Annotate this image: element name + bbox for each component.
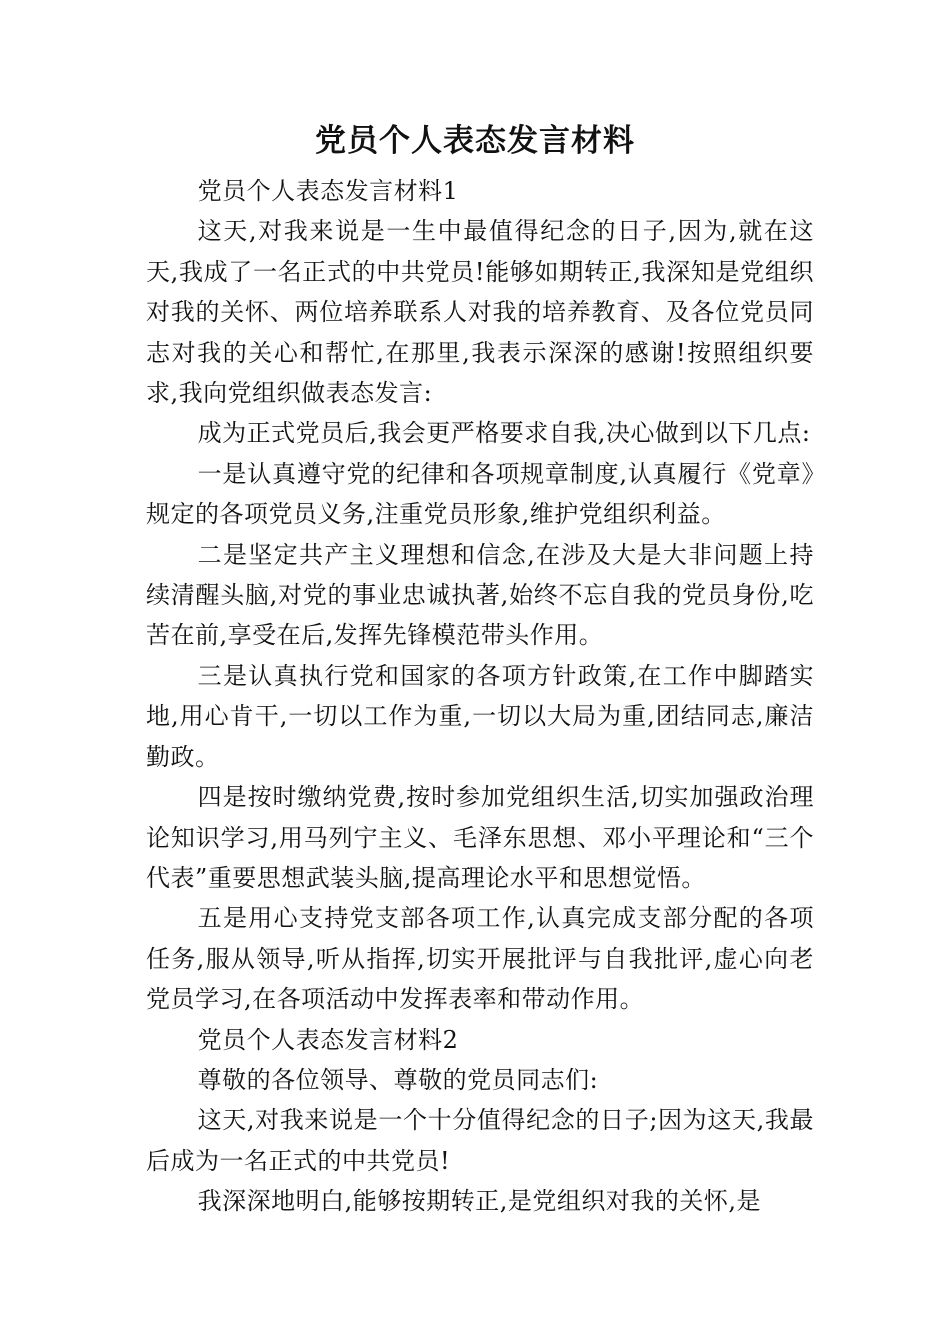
paragraph-point-5: 五是用心支持党支部各项工作,认真完成支部分配的各项任务,服从领导,听从指挥,切实开展批评与自我批评,虚心向老党员学习,在各项活动中发挥表率和带动作用。 (146, 904, 814, 1014)
paragraph-today: 这天,对我来说是一个十分值得纪念的日子;因为这天,我最后成为一名正式的中共党员! (146, 1106, 814, 1175)
paragraph-point-2: 二是坚定共产主义理想和信念,在涉及大是大非问题上持续清醒头脑,对党的事业忠诚执著,始终不忘自我的党员身份,吃苦在前,享受在后,发挥先锋模范带头作用。 (146, 540, 814, 650)
paragraph-point-4: 四是按时缴纳党费,按时参加党组织生活,切实加强政治理论知识学习,用马列宁主义、毛泽东思想、邓小平理论和“三个代表”重要思想武装头脑,提高理论水平和思想觉悟。 (146, 783, 814, 892)
paragraph-gratitude: 我深深地明白,能够按期转正,是党组织对我的关怀,是 (197, 1187, 761, 1216)
paragraph-point-1: 一是认真遵守党的纪律和各项规章制度,认真履行《党章》规定的各项党员义务,注重党员形象,维护党组织利益。 (146, 459, 814, 529)
paragraph-resolution: 成为正式党员后,我会更严格要求自我,决心做到以下几点: (197, 419, 811, 448)
section-heading-2: 党员个人表态发言材料2 (197, 1025, 459, 1054)
document-title: 党员个人表态发言材料 (315, 123, 635, 159)
section-heading-1: 党员个人表态发言材料1 (197, 177, 459, 205)
paragraph-salutation: 尊敬的各位领导、尊敬的党员同志们: (197, 1065, 599, 1094)
document-body (146, 171, 814, 1222)
paragraph-intro: 这天,对我来说是一生中最值得纪念的日子,因为,就在这天,我成了一名正式的中共党员!能够如期转正,我深知是党组织对我的关怀、两位培养联系人对我的培养教育、及各位党员同志对我的关心和帮忙,在那里,我表示深深的感谢!按照组织要求,我向党组织做表态发言: (146, 217, 814, 408)
paragraph-point-3: 三是认真执行党和国家的各项方针政策,在工作中脚踏实地,用心肯干,一切以工作为重,一切以大局为重,团结同志,廉洁勤政。 (146, 661, 814, 771)
